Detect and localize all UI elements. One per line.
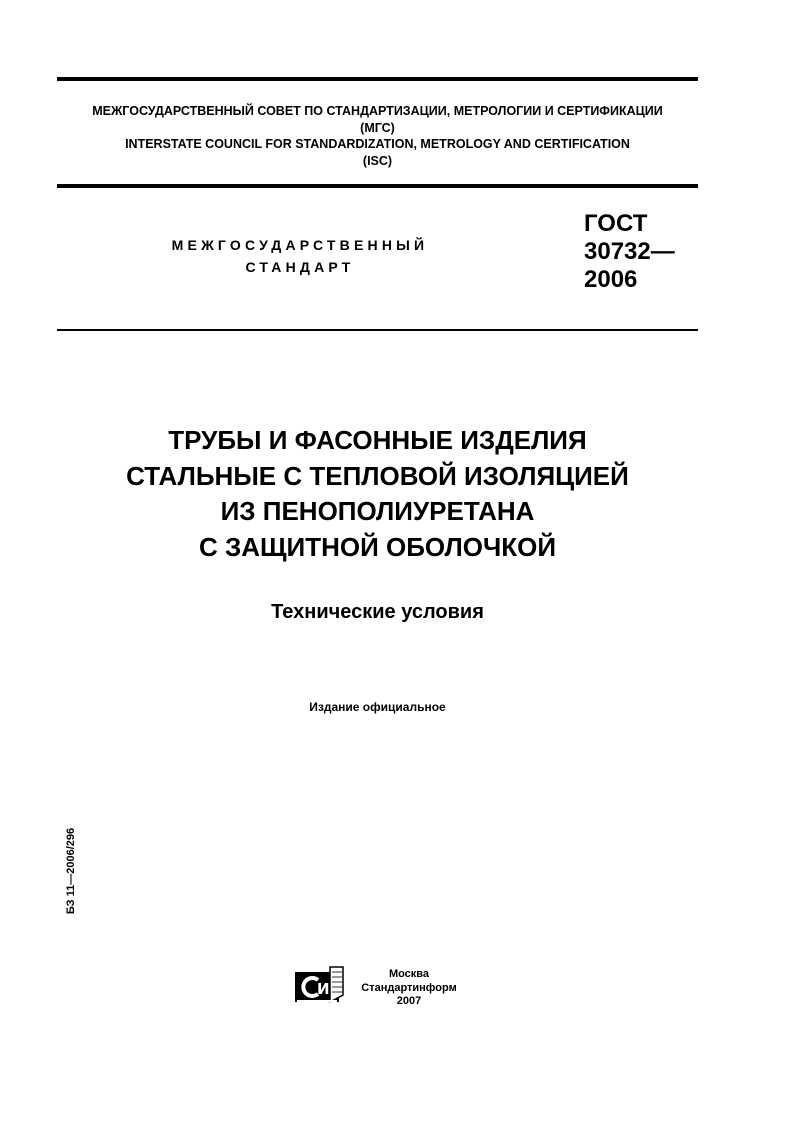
council-name-en: INTERSTATE COUNCIL FOR STANDARDIZATION, METROLOGY AND CERTIFICATION [125,137,630,151]
publisher-name: Стандартинформ [361,981,457,994]
bottom-rule [57,329,698,331]
standartinform-logo-icon [294,966,344,1006]
middle-rule [57,184,698,188]
svg-text:И: И [317,980,330,998]
council-header [57,103,698,169]
title-line4: С ЗАЩИТНОЙ ОБОЛОЧКОЙ [198,531,557,562]
standard-type-line2: СТАНДАРТ [245,259,355,275]
standard-type [100,234,500,278]
document-title [57,423,698,565]
document-subtitle: Технические условия [271,601,484,623]
publisher-year: 2007 [396,995,422,1007]
designation-number: 30732— [584,238,675,265]
title-line2: СТАЛЬНЫЕ С ТЕПЛОВОЙ ИЗОЛЯЦИЕЙ [126,460,629,491]
standard-designation [584,210,675,294]
council-abbr-en: (ISC) [362,153,393,168]
side-registration-code: БЗ 11—2006/296 [65,827,77,915]
title-line1: ТРУБЫ И ФАСОННЫЕ ИЗДЕЛИЯ [168,425,587,455]
council-name-ru: МЕЖГОСУДАРСТВЕННЫЙ СОВЕТ ПО СТАНДАРТИЗАЦИИ, МЕТРОЛОГИИ И СЕРТИФИКАЦИИ [92,104,663,118]
top-rule [57,77,698,81]
publisher-info [353,968,465,1009]
standard-type-line1: МЕЖГОСУДАРСТВЕННЫЙ [171,237,429,253]
council-abbr-ru: (МГС) [360,120,395,135]
publisher-city: Москва [388,968,430,980]
title-line3: ИЗ ПЕНОПОЛИУРЕТАНА [220,496,535,526]
designation-prefix: ГОСТ [584,210,648,237]
edition-note: Издание официальное [309,700,446,714]
designation-year: 2006 [584,266,638,293]
